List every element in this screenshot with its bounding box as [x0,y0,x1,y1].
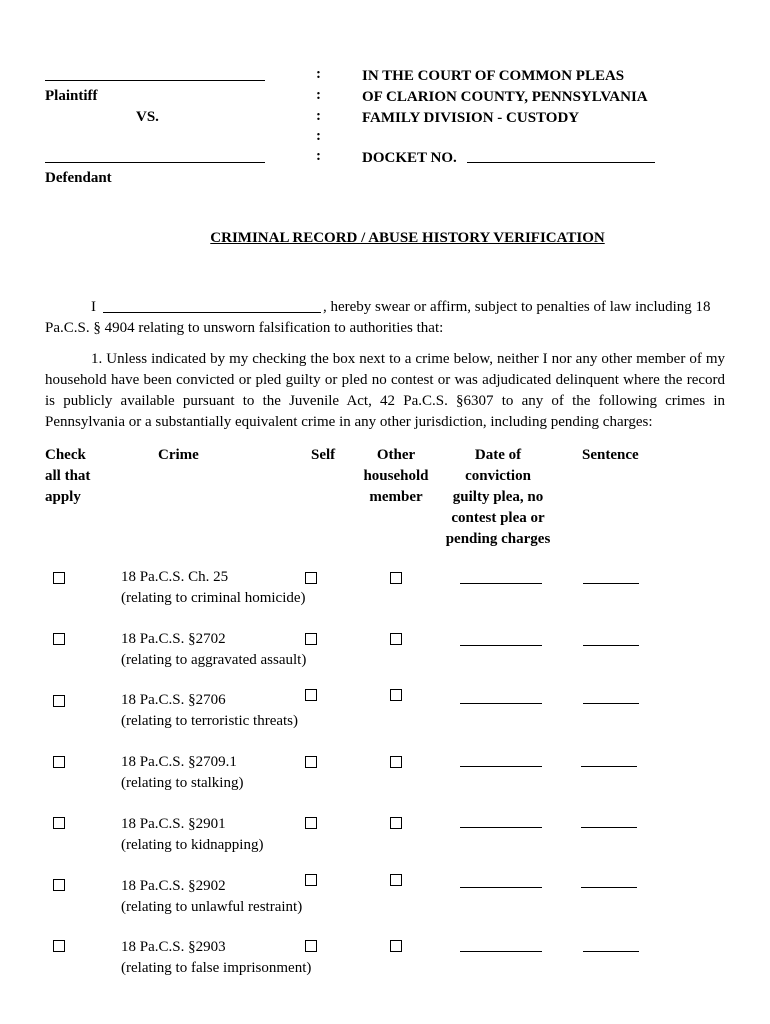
crime-statute: 18 Pa.C.S. §2702 [121,631,226,647]
crime-description: (relating to kidnapping) [121,837,264,853]
check-all-checkbox[interactable] [53,572,65,584]
crime-description: (relating to unlawful restraint) [121,899,303,915]
sentence-line[interactable] [583,703,639,704]
document-title: CRIMINAL RECORD / ABUSE HISTORY VERIFICATION [210,230,605,246]
oath-prefix: I [91,299,96,315]
check-all-checkbox[interactable] [53,756,65,768]
crime-statute: 18 Pa.C.S. §2709.1 [121,754,237,770]
crime-description: (relating to false imprisonment) [121,960,312,976]
check-all-checkbox[interactable] [53,879,65,891]
crime-statute: 18 Pa.C.S. §2901 [121,816,226,832]
defendant-label: Defendant [45,170,112,186]
sentence-line[interactable] [583,583,639,584]
self-checkbox[interactable] [305,572,317,584]
header-crime: Crime [158,447,199,463]
caption-colon: : [316,148,321,164]
oath-text-line1: , hereby swear or affirm, subject to penalties of law including 18 [323,299,711,315]
court-name-line2: OF CLARION COUNTY, PENNSYLVANIA [362,89,648,105]
docket-number-line[interactable] [467,162,655,163]
header-self: Self [311,447,336,463]
date-line[interactable] [460,766,542,767]
self-checkbox[interactable] [305,874,317,886]
check-all-checkbox[interactable] [53,817,65,829]
sentence-line[interactable] [581,766,637,767]
crime-description: (relating to stalking) [121,775,244,791]
date-line[interactable] [460,827,542,828]
household-checkbox[interactable] [390,817,402,829]
plaintiff-label: Plaintiff [45,88,98,104]
household-checkbox[interactable] [390,756,402,768]
caption-colon: : [316,87,321,103]
household-checkbox[interactable] [390,874,402,886]
date-line[interactable] [460,887,542,888]
sentence-line[interactable] [583,645,639,646]
sentence-line[interactable] [581,827,637,828]
self-checkbox[interactable] [305,756,317,768]
household-checkbox[interactable] [390,940,402,952]
household-checkbox[interactable] [390,633,402,645]
date-line[interactable] [460,583,542,584]
affiant-name-line[interactable] [103,312,321,313]
self-checkbox[interactable] [305,633,317,645]
crime-description: (relating to terroristic threats) [121,713,299,729]
household-checkbox[interactable] [390,689,402,701]
crime-description: (relating to aggravated assault) [121,652,307,668]
crime-description: (relating to criminal homicide) [121,590,306,606]
defendant-name-line[interactable] [45,162,265,163]
caption-colon: : [316,128,321,144]
court-name-line1: IN THE COURT OF COMMON PLEAS [362,68,625,84]
date-line[interactable] [460,703,542,704]
check-all-checkbox[interactable] [53,695,65,707]
header-date: Date of conviction guilty plea, no contest plea or pending charges [445,447,551,547]
docket-label: DOCKET NO. [362,150,457,166]
header-sentence: Sentence [582,447,639,463]
plaintiff-name-line[interactable] [45,80,265,81]
vs-label: VS. [136,109,159,125]
check-all-checkbox[interactable] [53,940,65,952]
sentence-line[interactable] [581,887,637,888]
self-checkbox[interactable] [305,817,317,829]
paragraph-1: 1. Unless indicated by my checking the box next to a crime below, neither I nor any other member of my household have been convicted or pled guilty or pled no contest or was adjudicated delinquent where the record is publicly available pursuant to the Juvenile Act, 42 Pa.C.S. §6307 to any of the following crimes in Pennsylvania or a substantially equivalent crime in any other jurisdiction, including pending charges: [45,351,725,430]
crime-statute: 18 Pa.C.S. Ch. 25 [121,569,229,585]
date-line[interactable] [460,951,542,952]
header-check: Check all that apply [45,447,91,505]
caption-colon: : [316,108,321,124]
crime-statute: 18 Pa.C.S. §2706 [121,692,226,708]
check-all-checkbox[interactable] [53,633,65,645]
crime-statute: 18 Pa.C.S. §2903 [121,939,226,955]
oath-text-line2: Pa.C.S. § 4904 relating to unsworn falsification to authorities that: [45,320,444,336]
date-line[interactable] [460,645,542,646]
court-name-line3: FAMILY DIVISION - CUSTODY [362,110,580,126]
sentence-line[interactable] [583,951,639,952]
self-checkbox[interactable] [305,689,317,701]
header-other-household: Other household member [363,447,429,505]
self-checkbox[interactable] [305,940,317,952]
caption-colon: : [316,66,321,82]
household-checkbox[interactable] [390,572,402,584]
crime-statute: 18 Pa.C.S. §2902 [121,878,226,894]
